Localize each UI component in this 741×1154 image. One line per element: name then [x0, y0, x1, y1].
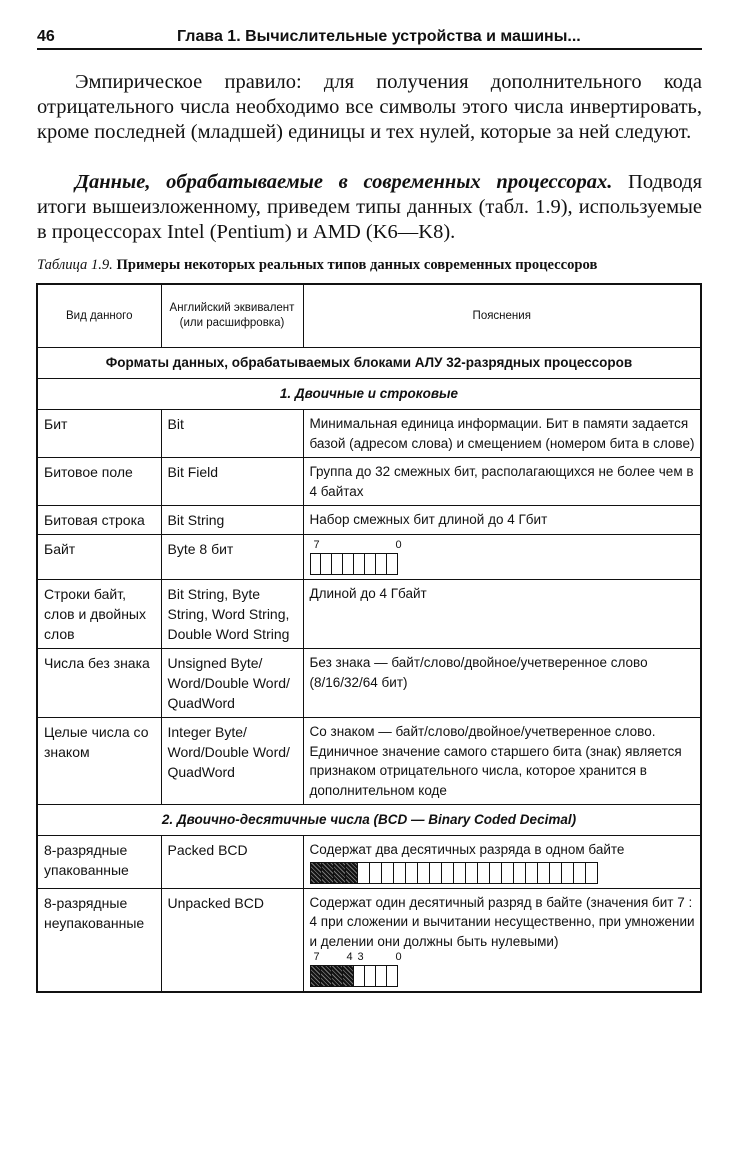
bit-label-3: 3 — [357, 951, 364, 963]
paragraph-rule: Эмпирическое правило: для получения дополнительного кода отрицательного числа необходимо все символы этого числа инвертировать, кроме последней (младшей) единицы и тех нулей, которые за ней следуют. — [37, 71, 702, 143]
bit-cell — [376, 553, 387, 575]
bit-label-low: 0 — [395, 539, 402, 551]
bit-cell — [310, 553, 321, 575]
table-row — [37, 888, 701, 992]
bit-cell-shaded — [321, 965, 332, 987]
bit-cell-shaded — [334, 862, 346, 884]
header-notes: Пояснения — [303, 284, 701, 348]
data-types-table — [36, 283, 702, 993]
bit-cell — [586, 862, 598, 884]
table-group-binary: 1. Двоичные и строковые — [37, 379, 701, 410]
table-caption — [37, 257, 702, 274]
paragraph-emphasis: Данные, обрабатываемые в современных процессорах. — [75, 171, 613, 193]
bit-cell — [502, 862, 514, 884]
table-header-row — [37, 284, 701, 348]
bit-cell — [574, 862, 586, 884]
bit-label-7: 7 — [313, 951, 320, 963]
bit-cell — [430, 862, 442, 884]
bit-cell-shaded — [310, 965, 321, 987]
bit-cell — [387, 553, 398, 575]
bit-cell — [358, 862, 370, 884]
bit-cell-shaded — [332, 965, 343, 987]
cell-type: Бит — [37, 410, 161, 458]
bit-cell — [332, 553, 343, 575]
cell-type: Числа без знака — [37, 649, 161, 718]
bit-cell-shaded — [343, 965, 354, 987]
bit-cell — [382, 862, 394, 884]
table-row — [37, 580, 701, 649]
table-row — [37, 649, 701, 718]
table-row — [37, 718, 701, 805]
bit-cell — [454, 862, 466, 884]
table-row — [37, 836, 701, 889]
bit-cell-shaded — [310, 862, 322, 884]
table-row — [37, 410, 701, 458]
bit-cell — [343, 553, 354, 575]
cell-english: Bit — [161, 410, 303, 458]
cell-notes-text: Содержат два десятичных разряда в одном байте — [309, 842, 625, 857]
bit-cell — [442, 862, 454, 884]
bit-cell — [538, 862, 550, 884]
cell-notes: Минимальная единица информации. Бит в памяти задается базой (адресом слова) и смещением (номером бита в слове) — [303, 410, 701, 458]
cell-english: Unsigned Byte/ Word/Double Word/ QuadWord — [161, 649, 303, 718]
bit-cell — [354, 965, 365, 987]
cell-english: Bit String — [161, 506, 303, 535]
bit-cell — [466, 862, 478, 884]
cell-type: Целые числа со знаком — [37, 718, 161, 805]
unpacked-bit-labels — [310, 951, 414, 963]
table-caption-label: Таблица 1.9. — [37, 257, 113, 273]
running-title: Глава 1. Вычислительные устройства и машины... — [177, 28, 581, 45]
bit-cell — [550, 862, 562, 884]
unpacked-bcd-diagram — [310, 965, 697, 987]
cell-notes: Группа до 32 смежных бит, располагающихся не более чем в 4 байтах — [303, 458, 701, 506]
bit-label-0: 0 — [395, 951, 402, 963]
cell-english: Byte 8 бит — [161, 535, 303, 580]
page-number: 46 — [37, 28, 55, 45]
bit-cell — [490, 862, 502, 884]
bit-cell — [526, 862, 538, 884]
cell-type: 8-разрядные упакованные — [37, 836, 161, 889]
cell-english: Packed BCD — [161, 836, 303, 889]
bit-cell — [406, 862, 418, 884]
bit-label-high: 7 — [313, 539, 320, 551]
bit-cell — [514, 862, 526, 884]
bit-cell-shaded — [346, 862, 358, 884]
cell-english: Unpacked BCD — [161, 888, 303, 992]
byte-bit-diagram — [310, 553, 697, 575]
bit-cell — [370, 862, 382, 884]
cell-type: Битовая строка — [37, 506, 161, 535]
cell-notes: Со знаком — байт/слово/двойное/учетверенное слово. Единичное значение самого старшего бита (знак) является признаком отрицательного числа, которое хранится в дополнительном коде — [303, 718, 701, 805]
bit-cell — [418, 862, 430, 884]
cell-english: Integer Byte/ Word/Double Word/ QuadWord — [161, 718, 303, 805]
cell-notes-text: Содержат один десятичный разряд в байте (значения бит 7 : 4 при сложении и вычитании несущественно, при умножении и делении они должны быть нулевыми) — [309, 894, 695, 949]
packed-bcd-diagram — [310, 862, 697, 884]
bit-cell — [321, 553, 332, 575]
bit-cell — [478, 862, 490, 884]
header-type: Вид данного — [37, 284, 161, 348]
bit-label-4: 4 — [346, 951, 353, 963]
table-row — [37, 458, 701, 506]
table-caption-title: Примеры некоторых реальных типов данных современных процессоров — [112, 257, 598, 273]
header-english: Английский эквивалент (или расшифровка) — [161, 284, 303, 348]
bit-cell — [376, 965, 387, 987]
table-section-heading: Форматы данных, обрабатываемых блоками АЛУ 32-разрядных процессоров — [37, 348, 701, 379]
cell-type: Битовое поле — [37, 458, 161, 506]
table-row — [37, 535, 701, 580]
cell-notes — [303, 888, 701, 992]
byte-bit-labels — [310, 539, 414, 551]
paragraph-text: Подводя итоги вышеизложенному, приведем типы данных (табл. 1.9), используемые в процессорах Intel (Pentium) и AMD (K6—K8). — [37, 171, 702, 243]
cell-notes: Без знака — байт/слово/двойное/учетверенное слово (8/16/32/64 бит) — [303, 649, 701, 718]
cell-type: 8-разрядные неупакованные — [37, 888, 161, 992]
bit-cell — [562, 862, 574, 884]
cell-type: Строки байт, слов и двойных слов — [37, 580, 161, 649]
bit-cell — [365, 965, 376, 987]
table-row — [37, 506, 701, 535]
paragraph-data-types — [37, 170, 702, 245]
running-header — [37, 22, 702, 50]
table-group-bcd: 2. Двоично-десятичные числа (BCD — Binary Coded Decimal) — [37, 805, 701, 836]
cell-notes: Длиной до 4 Гбайт — [303, 580, 701, 649]
bit-cell — [394, 862, 406, 884]
bit-cell — [365, 553, 376, 575]
cell-notes — [303, 535, 701, 580]
bit-cell-shaded — [322, 862, 334, 884]
cell-type: Байт — [37, 535, 161, 580]
cell-notes: Набор смежных бит длиной до 4 Гбит — [303, 506, 701, 535]
cell-english: Bit String, Byte String, Word String, Double Word String — [161, 580, 303, 649]
bit-cell — [387, 965, 398, 987]
cell-notes — [303, 836, 701, 889]
bit-cell — [354, 553, 365, 575]
cell-english: Bit Field — [161, 458, 303, 506]
